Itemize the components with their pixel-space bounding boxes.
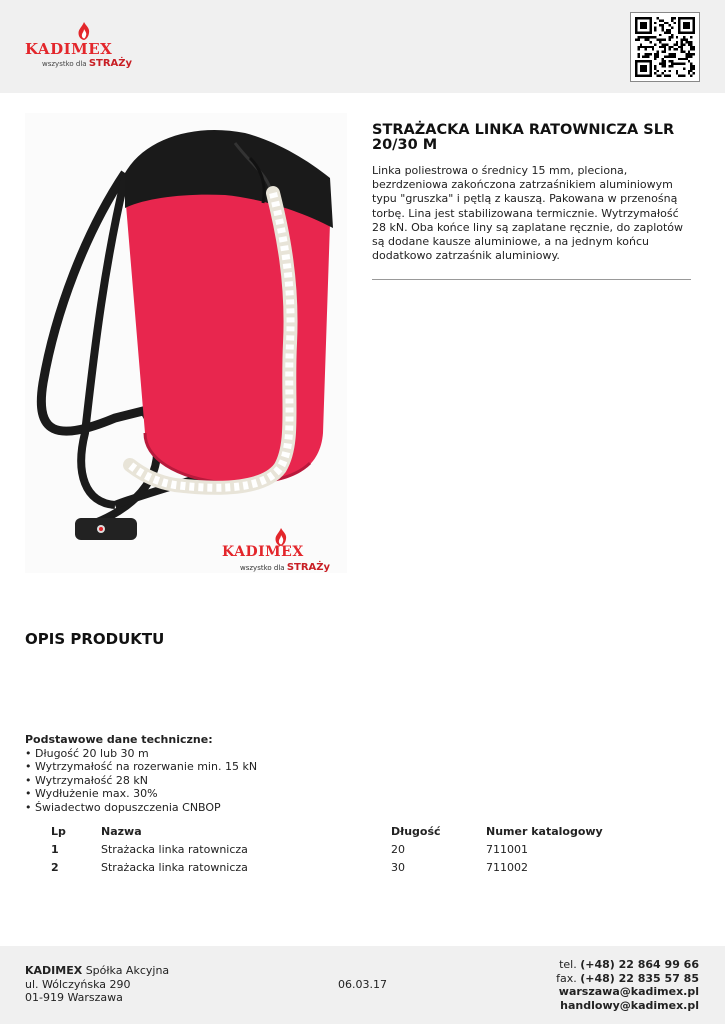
cell-name: Strażacka linka ratownicza: [101, 860, 248, 874]
specs-title: Podstawowe dane techniczne:: [25, 733, 213, 746]
fax: fax. (+48) 22 835 57 85: [556, 971, 699, 985]
logo-name: KADIMEX: [25, 40, 113, 58]
city-address: 01-919 Warszawa: [25, 991, 123, 1004]
qr-code[interactable]: [630, 12, 700, 82]
street-address: ul. Wólczyńska 290: [25, 977, 131, 991]
phone[interactable]: tel. (+48) 22 864 99 66: [559, 958, 699, 971]
cell-length: 30: [391, 860, 405, 874]
cell-lp: 2: [51, 860, 59, 874]
photo-logo-name: KADIMEX: [222, 544, 304, 560]
cell-name: Strażacka linka ratownicza: [101, 842, 248, 856]
kadimex-logo[interactable]: [25, 22, 145, 72]
email-handlowy-link[interactable]: handlowy@kadimex.pl: [560, 998, 699, 1012]
page-footer: [0, 946, 725, 1024]
logo-tagline: wszystko dla STRAŻy: [42, 58, 133, 69]
contact-info: [556, 958, 699, 1012]
company-address: [25, 964, 169, 1005]
specs-block: [25, 733, 257, 814]
company-name: KADIMEX Spółka Akcyjna: [25, 964, 170, 977]
column-header-lp: Lp: [51, 825, 66, 838]
product-photo: [25, 113, 347, 573]
specs-list: [25, 747, 257, 815]
page-header: [0, 0, 725, 93]
section-title: OPIS PRODUKTU: [25, 630, 165, 648]
column-header-length: Długość: [391, 825, 441, 838]
product-table: [37, 823, 646, 876]
flame-icon: [77, 22, 91, 40]
list-item: • Wydłużenie max. 30%: [25, 787, 257, 801]
cell-length: 20: [391, 842, 405, 856]
list-item: • Długość 20 lub 30 m: [25, 747, 257, 761]
list-item: • Wytrzymałość na rozerwanie min. 15 kN: [25, 760, 257, 774]
column-header-catalog: Numer katalogowy: [486, 825, 603, 838]
document-date: 06.03.17: [338, 978, 387, 991]
email-warszawa-link[interactable]: warszawa@kadimex.pl: [558, 985, 699, 998]
divider: [372, 279, 691, 280]
list-item: • Wytrzymałość 28 kN: [25, 774, 257, 788]
photo-logo-tagline: wszystko dla STRAŻy: [240, 562, 331, 573]
table-row: [37, 858, 646, 876]
list-item: • Świadectwo dopuszczenia CNBOP: [25, 801, 257, 815]
table-header-row: [37, 823, 646, 840]
product-title: STRAŻACKA LINKA RATOWNICZA SLR 20/30 M: [372, 122, 675, 153]
product-description: Linka poliestrowa o średnicy 15 mm, pleciona, bezrdzeniowa zakończona zatrzaśnikiem aluminiowym typu "gruszka" i pętlą z kauszą. Pakowana w przenośną torbę. Lina jest stabilizowana termicznie. Wytrzymałość 28 kN. Oba końce liny są zaplatane ręcznie, do zaplotów są dodane kausze aluminiowe, a na jednym końcu dodatkowo zatrzaśnik aluminiowy.: [372, 164, 684, 263]
column-header-name: Nazwa: [101, 825, 142, 838]
table-row: [37, 840, 646, 858]
cell-lp: 1: [51, 842, 59, 856]
cell-catalog-number: 711002: [486, 860, 528, 874]
cell-catalog-number: 711001: [486, 842, 528, 856]
